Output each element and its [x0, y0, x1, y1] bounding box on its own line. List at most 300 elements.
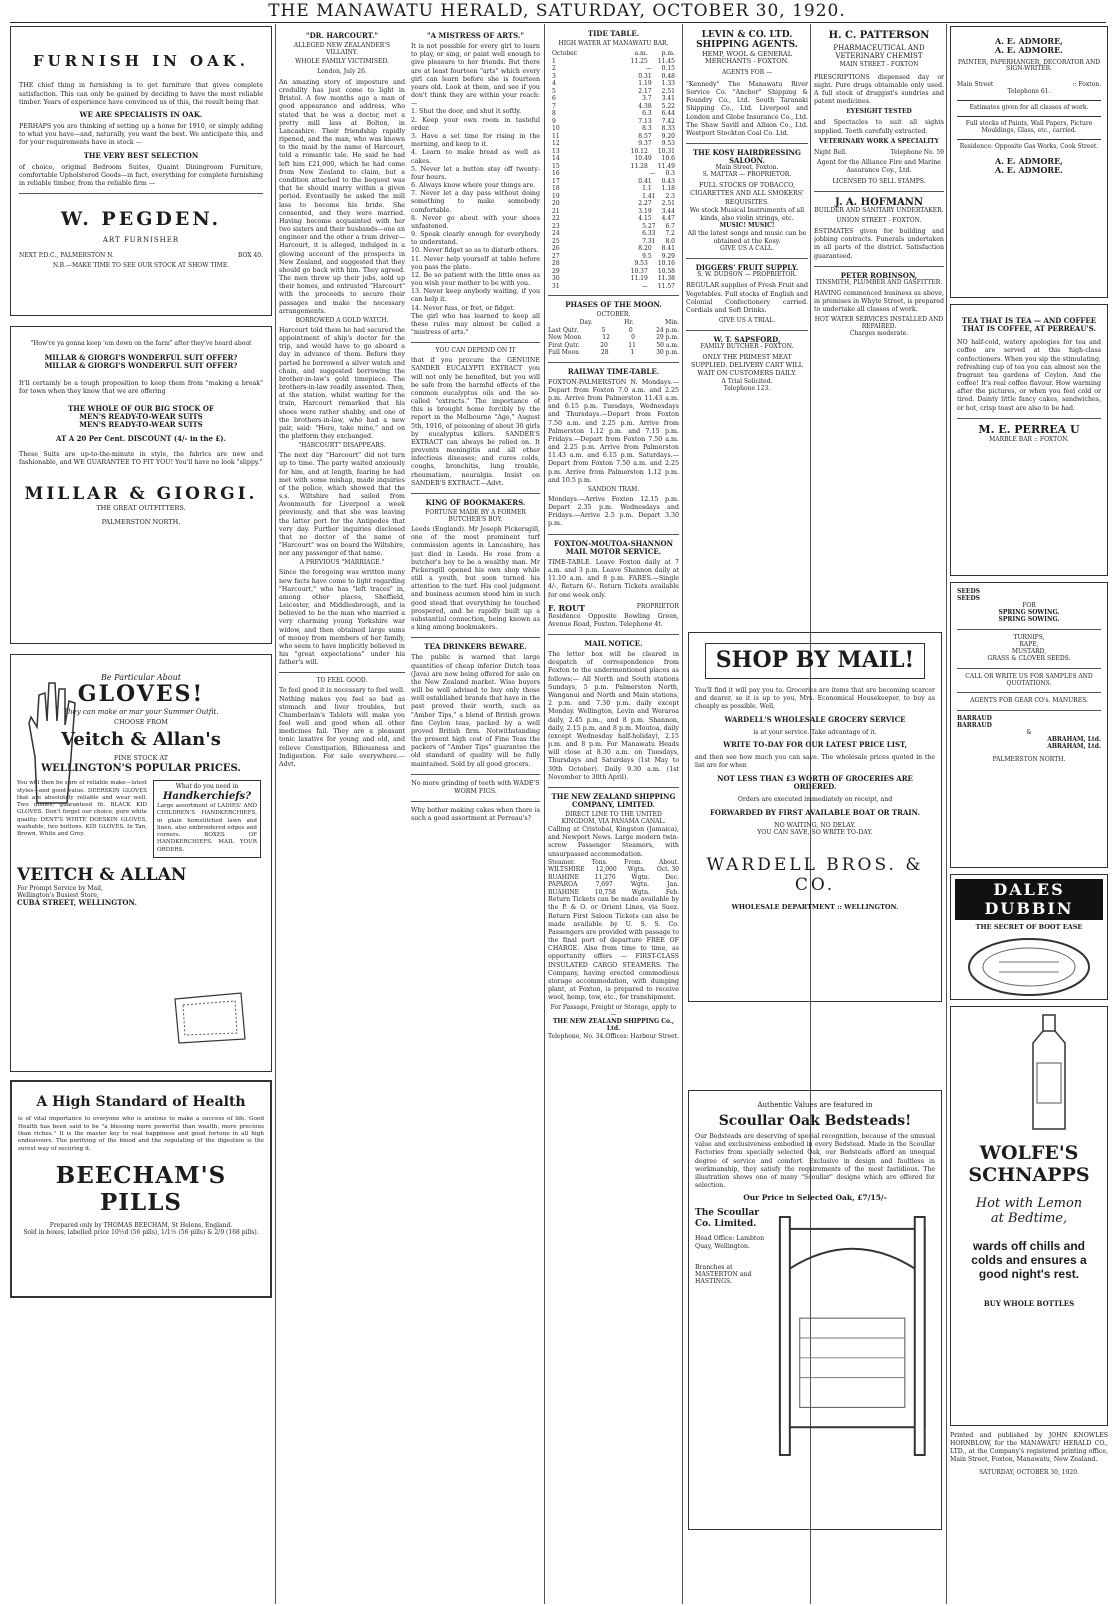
- admore-town: :: Foxton.: [1072, 81, 1101, 89]
- tide-pm: 0.43: [661, 177, 675, 185]
- imprint: Printed and published by JOHN KNOWLES HORNBLOW, for the MANAWATU HERALD CO., LTD., at the Company's registered printing office, Main Street, Foxton, Manawatu, New Zealand.: [950, 1432, 1108, 1464]
- furnish-specialist: WE ARE SPECIALISTS IN OAK.: [79, 109, 203, 119]
- ship-cell: Dec.: [665, 873, 679, 881]
- dales-sub: THE SECRET OF BOOT EASE: [975, 923, 1083, 932]
- mistress-rule: 6. Always know where your things are.: [411, 182, 536, 190]
- millar-discount: AT A 20 Per Cent. DISCOUNT (4/- in the £).: [56, 433, 226, 443]
- patterson-night: Night Bell.: [814, 148, 847, 156]
- scoullar-name: The Scoullar Co. Limited.: [695, 1208, 760, 1229]
- hofmann-title: J. A. HOFMANN: [834, 196, 923, 208]
- beecham-ad: [10, 1080, 272, 1298]
- seeds-spring-2: SPRING SOWING.: [998, 615, 1060, 623]
- wolfe-bed: at Bedtime,: [990, 1211, 1068, 1227]
- scoullar-branches: Branches at MASTERTON and HASTINGS.: [695, 1263, 752, 1286]
- mistress-rule: 2. Keep your own room in tasteful order.: [411, 116, 540, 132]
- tide-am: 6.3: [642, 110, 652, 118]
- pegden-address: NEXT P.D.C., PALMERSTON N.: [19, 252, 114, 260]
- mistress-h2: YOU CAN DEPEND ON IT: [435, 347, 516, 355]
- tide-pm: 6.7: [665, 222, 675, 230]
- moon-row: [548, 342, 679, 350]
- rail-title: RAILWAY TIME-TABLE.: [567, 366, 660, 376]
- tide-row: [548, 208, 679, 216]
- sapsford-sub: FAMILY BUTCHER - FOXTON.: [700, 343, 794, 351]
- ship-hdr: From.: [624, 858, 643, 866]
- gloves-pre: Be Particular About: [101, 673, 181, 682]
- moon-hdr: Min.: [665, 319, 679, 327]
- tide-pm: 4.47: [661, 215, 675, 223]
- tide-row: [548, 95, 679, 103]
- tide-pm: 2.51: [661, 200, 675, 208]
- shop-title: SHOP BY MAIL!: [705, 643, 925, 679]
- moon-cell: 12: [602, 334, 610, 342]
- tide-row: [548, 253, 679, 261]
- ship-cell: Feb.: [665, 888, 679, 896]
- tide-day: 2: [552, 65, 556, 73]
- wolfe-ad: [950, 1006, 1108, 1426]
- moon-cell: 0: [631, 334, 635, 342]
- tide-pm: 8.33: [661, 125, 675, 133]
- levin-sub: HEMP, WOOL & GENERAL MERCHANTS - FOXTON.: [701, 49, 793, 66]
- barraud-1: BARRAUD: [957, 715, 992, 723]
- millar-offer-2: MILLAR & GIORGI'S WONDERFUL SUIT OFFER?: [44, 361, 238, 371]
- seed-item: MUSTARD,: [1011, 647, 1047, 655]
- handkerchief-icon: [171, 989, 249, 1047]
- tide-am: 0.41: [638, 177, 652, 185]
- tide-day: 28: [552, 260, 560, 268]
- tide-row: [548, 178, 679, 186]
- tide-am: 8.3: [642, 125, 652, 133]
- harcourt-dateline: London, July 26.: [317, 67, 367, 75]
- beecham-title: A High Standard of Health: [36, 1094, 246, 1110]
- tide-pm: 7.42: [661, 117, 675, 125]
- hank-question: What do you need in: [175, 783, 239, 791]
- column-rule: [544, 24, 545, 1604]
- divider: [686, 143, 808, 144]
- tide-am: 1.41: [642, 192, 656, 200]
- tide-am: 4.15: [638, 215, 652, 223]
- pegden-name: W. PEGDEN.: [60, 208, 222, 231]
- beecham-name: BEECHAM'S PILLS: [55, 1162, 227, 1216]
- tide-row: [548, 125, 679, 133]
- gloves-sub: They can make or mar your Summer Outfit.: [63, 707, 219, 716]
- tide-day: 14: [552, 155, 560, 163]
- levin-title: LEVIN & CO. LTD. SHIPPING AGENTS.: [696, 30, 798, 51]
- tide-am: 7.31: [642, 237, 656, 245]
- tide-pm: 10.31: [657, 147, 675, 155]
- admore-ad: [950, 26, 1108, 298]
- moon-cell: Last Qutr.: [548, 326, 579, 334]
- tide-pm: 11.38: [657, 275, 675, 283]
- seeds-agents: AGENTS FOR GEAR CO's. MANURES.: [970, 697, 1088, 705]
- tide-am: —: [641, 282, 648, 290]
- column-1: [10, 26, 272, 1604]
- moon-cell: New Moon: [548, 334, 582, 342]
- tide-pm: 9.53: [661, 140, 675, 148]
- shop-save: YOU CAN SAVE, SO WRITE TO-DAY.: [757, 828, 873, 836]
- tide-row: [548, 163, 679, 171]
- mistress-rule: 4. Learn to make bread as well as cakes.: [411, 149, 540, 165]
- divider: [548, 634, 679, 635]
- tide-day: 26: [552, 245, 560, 253]
- diggers-title: DIGGERS' FRUIT SUPPLY.: [695, 263, 799, 273]
- ship-hdr: Steamer.: [548, 858, 576, 866]
- seeds-for: FOR: [1022, 601, 1036, 609]
- mail-motor-title: FOXTON-MOUTOA-SHANNON MAIL MOTOR SERVICE.: [554, 538, 673, 556]
- moon-cell: 28: [600, 349, 609, 357]
- seeds-2: SEEDS: [957, 594, 981, 602]
- kosy-address: Main Street, Foxton.: [715, 164, 779, 172]
- divider: [957, 668, 1101, 669]
- ship-title: THE NEW ZEALAND SHIPPING COMPANY, LIMITED.: [551, 791, 676, 809]
- hofmann-address: UNION STREET - FOXTON.: [836, 217, 922, 225]
- beecham-body: is of vital importance to everyone who is anxious to make a success of life. Good Health has been said to be "a blessing more powerful than wealth, more precious than riches." It is the master key to real happiness and good fortune in all high endeavours. The purifying of the blood and the regulating of the digestion is the surest way of securing it.: [18, 1116, 264, 1152]
- moon-row: [548, 349, 679, 357]
- furnish-body3: of choice, original Bedroom Suites, Quaint Diningroom Furniture, comfortable Upholstered Goods—in fact, everything for complete furnishing in reliable timber, from the reliable firm —: [19, 163, 263, 187]
- ship-body-2: Return Tickets can be made available by the P. & O. or Orient Lines, via Suez. Return First Saloon Tickets can also be made available by U. S. S. Co. Passengers are provided with passage to the final port of departure FREE OF CHARGE. Also from time to time, as opportunity offers — FIRST-CLASS INSULATED CARGO STEAMERS. The Company, having erected commodious storage accommodation, with dumping plant, at Foxton, is prepared to receive wool, hemp, tow, etc., for transhipment.: [548, 896, 679, 1002]
- robinson-hot: HOT WATER SERVICES INSTALLED AND REPAIRED.: [814, 316, 944, 331]
- gloves-title: GLOVES!: [77, 681, 205, 708]
- perreau-name: M. E. PERREA U: [978, 422, 1080, 436]
- tide-day: 29: [552, 267, 560, 275]
- admore-stock: Full stocks of Paints, Wall Papers, Picture Mouldings, Glass, etc., carried.: [965, 119, 1093, 134]
- tide-day: 7: [552, 102, 556, 110]
- tide-row: [548, 185, 679, 193]
- tide-row: [548, 268, 679, 276]
- mistress-rule: 11. Never help yourself at table before you pass the plate.: [411, 255, 540, 271]
- tide-table: [548, 58, 679, 291]
- rout-role: PROPRIETOR: [636, 602, 679, 610]
- tide-pm: 6.44: [661, 110, 675, 118]
- shop-by-mail-ad: [688, 632, 942, 1002]
- gloves-choose: CHOOSE FROM: [114, 717, 168, 726]
- mistress-rules: [411, 108, 540, 312]
- patterson-eye: EYESIGHT TESTED: [846, 108, 912, 116]
- tide-day: 13: [552, 147, 560, 155]
- gloves-firm: Veitch & Allan's: [61, 729, 221, 751]
- tide-am: —: [649, 170, 656, 178]
- admore-street: Main Street: [957, 81, 994, 89]
- ship-header: [548, 859, 679, 867]
- tide-day: 5: [552, 87, 556, 95]
- glove-icon: [25, 665, 77, 805]
- ship-name: THE NEW ZEALAND SHIPPING Co., Ltd.: [552, 1018, 675, 1033]
- patterson-body-2: and Spectacles to suit all sights supplied. Teeth carefully extracted.: [814, 119, 944, 135]
- ship-cell: Jan.: [667, 881, 679, 889]
- moon-cell: 24 p.m.: [656, 326, 679, 334]
- moon-cell: 20: [600, 341, 608, 349]
- shop-body: You'll find it will pay you to. Groceries are items that are becoming scarcer and dearer, so it is up to you, Mrs. Economical Housekeeper, to buy as cheaply as possible. Well,: [695, 686, 935, 710]
- divider: [957, 710, 1101, 711]
- tide-am: 2.17: [638, 87, 652, 95]
- millar-men-1: MEN'S READY-TO-WEAR SUITS: [79, 411, 203, 421]
- mistress-p4: The public is warned that large quantities of cheap inferior Dutch teas (Java) are now being offered for sale on the New Zealand market. Wise buyers will be well advised to buy only those well established brands that have in the past proved their worth, such as "Amber Tips," a blend of British grown fine Ceylon teas, packed by a well proved British firm. Notwithstanding the present high cost of Fine Teas the packers of "Amber Tips" guarantee the old standard of quality will be fully maintained. Sold by all good grocers.: [411, 654, 540, 768]
- tide-pm: 10.58: [657, 267, 675, 275]
- mistress-rule: 9. Speak clearly enough for everybody to understand.: [411, 231, 540, 247]
- mistress-title: "A MISTRESS OF ARTS.": [426, 31, 525, 40]
- dales-ad: [950, 874, 1108, 1000]
- ship-cell: 10,758: [594, 888, 616, 896]
- tide-pm: 11.57: [657, 282, 675, 290]
- seeds-call: CALL OR WRITE US FOR SAMPLES AND QUOTATIONS.: [965, 672, 1093, 687]
- tide-day: 22: [552, 215, 560, 223]
- tide-pm: 3.41: [661, 95, 675, 103]
- tide-am: —: [645, 65, 652, 73]
- wardell-dept: WHOLESALE DEPARTMENT :: WELLINGTON.: [731, 902, 899, 911]
- tide-pm: 8.0: [665, 237, 675, 245]
- furnish-best: THE VERY BEST SELECTION: [83, 150, 199, 160]
- tide-am: 11.25: [630, 57, 648, 65]
- ship-row: [548, 889, 679, 897]
- veitch-name: VEITCH & ALLAN: [17, 864, 187, 885]
- tide-day: 11: [552, 132, 560, 140]
- moon-row: [548, 327, 679, 335]
- moon-cell: 50 a.m.: [656, 341, 679, 349]
- harcourt-p1: An amazing story of imposture and credulity has just come to light in Bristol. A few months ago a man of good appearance and address, who stated that he was a doctor, met a pretty mill lass at Bolton, in Lancashire. Their friendship rapidly ripened, and the man, who was known to the maid by the name of Harcourt, told a romantic tale. He said he had left him £21,000, which he had come from New Zealand to claim, but a condition attached to the bequest was that he should marry within a given period. Eventually he asked the mill lass to become his bride. She consented, and they were married. Having become acquainted with her two sisters and their husbands—one an engineer and the other a tram driver—Harcourt, it is alleged, indulged in a glowing account of the prospects in New Zealand, and suggested that they should go back with him. They agreed. The men threw up their jobs, sold up their homes, and entrusted "Harcourt" with the proceeds to secure their passages and make the necessary arrangements.: [279, 78, 405, 315]
- millar-body: It'll certainly be a tough proposition to keep them from "making a break" for town when they know that we are offering: [19, 380, 263, 396]
- hank-body: Large assortment of LADIES' AND CHILDREN'S HANDKERCHIEFS, in plain hemstitched lawn and linen, also embroidered edges and corners. BOXES OF HANDKERCHIEFS. MAIL YOUR ORDERS.: [157, 802, 257, 853]
- beecham-sold: Sold in boxes, labelled price 10½d (56 pills), 1/1½ (56 pills) & 2/9 (168 pills).: [23, 1228, 259, 1236]
- scoullar-office: Head Office: Lambton Quay, Wellington.: [695, 1235, 765, 1250]
- tide-am: 10.12: [630, 147, 648, 155]
- tide-row: [548, 260, 679, 268]
- column-4: [548, 26, 679, 1604]
- harcourt-sub-2: WHOLE FAMILY VICTIMISED.: [295, 58, 389, 66]
- tide-title: TIDE TABLE.: [587, 29, 640, 38]
- harcourt-p4: Since the foregoing was written many new facts have come to light regarding "Harcourt," who has "left traces" in, among other places, Sheffield, Leicester, and Middlesbrough, and is believed to be the man who married a very charming young Yorkshire war widow, and then obtained large sums of money from members of her family, who seem to have implicitly believed in his "great expectations" under his father's will.: [279, 569, 405, 667]
- ship-tel: Telephone, No. 34.: [548, 1033, 606, 1041]
- tide-pm: 10.16: [657, 260, 675, 268]
- handkerchief-box: [153, 780, 261, 857]
- perreau-address: MARBLE BAR :: FOXTON.: [989, 435, 1069, 443]
- divider: [411, 493, 540, 494]
- column-2: [279, 26, 405, 1604]
- wolfe-title-1: WOLFE'S: [979, 1141, 1079, 1164]
- sapsford-trial: A Trial Solicited.: [721, 377, 773, 385]
- ship-row: [548, 874, 679, 882]
- kosy-body: FULL STOCKS OF TOBACCO, CIGARETTES AND ALL SMOKERS' REQUISITES.: [690, 182, 804, 206]
- tide-am: 8.20: [638, 245, 652, 253]
- moon-row: [548, 334, 679, 342]
- ship-row: [548, 866, 679, 874]
- tide-day: 6: [552, 95, 556, 103]
- ship-apply: For Passage, Freight or Storage, apply to —: [550, 1004, 677, 1019]
- scoullar-body: Our Bedsteads are deserving of special recognition, because of the unusual value and exclusiveness embodied in every Bedstead. Made in the Scoullar Factories from specially selected Oak, our Bedsteads afford an unequal degree of service and comfort. Exclusive in design and faultless in workmanship, they satisfy the requirements of the most fastidious. The illustration shows one of many "Scoullar" designs which are offered for selection.: [695, 1133, 935, 1189]
- patterson-vet: VETERINARY WORK A SPECIALITY: [819, 137, 939, 145]
- moon-month: OCTOBER.: [596, 311, 631, 319]
- moon-cell: 29 p.m.: [656, 334, 679, 342]
- tide-pm: 0.48: [661, 72, 675, 80]
- moon-hdr: Day.: [579, 319, 593, 327]
- patterson-address: MAIN STREET - FOXTON: [839, 60, 919, 68]
- ship-cell: Wgtn.: [630, 881, 650, 889]
- mail-notice-body: The letter box will be cleared in despatch of correspondence from Foxton to the undermentioned places as follows:— All North and South stations Sundays, 5 p.m. Palmerston North, Wanganui and North and Main stations, 2 p.m. and 7.30 p.m. daily except Monday. Wellington, Levin and Weraroa daily, 2.45 p.m., and 8 p.m. Shannon, daily, 2.15 p.m. and 8 p.m. Moutoa, daily (except Wednesday half-holiday), 2.15 p.m. and 8 p.m. For Manawatu Heads will close at 8.30 a.m. on Tuesdays, Thursdays and Saturdays (1st May to 30th October). Daily 9.30 a.m. (1st November to 30th April).: [548, 651, 679, 781]
- tide-pm: 0.15: [661, 65, 675, 73]
- tide-pm: 9.20: [661, 132, 675, 140]
- kosy-call: GIVE US A CALL.: [720, 245, 774, 253]
- shop-wardell: WARDELL'S WHOLESALE GROCERY SERVICE: [724, 714, 906, 724]
- dubbin-tin-icon: [959, 932, 1099, 1000]
- moon-cell: 30 p.m.: [656, 349, 679, 357]
- bottle-icon: [1019, 1013, 1079, 1133]
- veitch-busiest: Wellington's Busiest Store,: [17, 891, 99, 899]
- seed-item: TURNIPS,: [1013, 633, 1045, 641]
- millar-quote: "How're ya gonna keep 'em down on the farm" after they've heard about: [30, 340, 252, 347]
- ship-row: [548, 881, 679, 889]
- tide-row: [548, 170, 679, 178]
- perreau-headline: TEA THAT IS TEA — AND COFFEE THAT IS COFFEE, AT PERREAU'S.: [961, 316, 1097, 334]
- tide-am: 1.1: [642, 185, 652, 193]
- furnish-title: FURNISH IN OAK.: [32, 52, 250, 70]
- tide-pm: 1.33: [661, 80, 675, 88]
- tide-pm: 2.51: [661, 87, 675, 95]
- tide-am: 8.57: [638, 132, 652, 140]
- wolfe-hot: Hot with Lemon: [975, 1196, 1083, 1212]
- divider: [957, 139, 1101, 140]
- seeds-town: PALMERSTON NORTH.: [992, 756, 1066, 764]
- tide-day: 27: [552, 252, 560, 260]
- furnish-ad: [10, 26, 272, 316]
- mistress-p3: Leeds (England). Mr Joseph Pickersgill, one of the most prominent turf commission agents in Lancashire, has just died in Leeds. He rose from a butcher's boy to be a wealthy man. Mr Pickersgill opened his own shop while still a youth, but soon turned his attention to the turf. His cool judgment and business acumen stood him in such good stead that everything he touched prospered, and he rapidly built up a substantial connection, being known as a king among bookmakers.: [411, 526, 540, 632]
- robinson-charges: Charges moderate.: [849, 330, 909, 338]
- perreau-body: NO half-cold, watery apologies for tea and coffee are served at this high-class confectioners. When you sip the stimulating, refreshing cup of tea you can almost see the fragrant tea gardens of Ceylon. And the coffee! It's real coffee flavour. How warming after the pictures, or when you feel cold or tired. Dainty little fancy cakes, sandwiches, or hot, crisp toast are also to be had.: [957, 339, 1101, 412]
- tide-am: 3.19: [638, 207, 652, 215]
- divider: [686, 330, 808, 331]
- abraham-1: ABRAHAM, Ltd.: [1047, 736, 1101, 744]
- mistress-intro: It is not possible for every girl to learn to play, or sing, or paint well enough to give pleasure to her friends. But there are at least fourteen "arts" which every girl can learn before she is fourteen years old. Look at them, and see if you don't think they are within your reach:—: [411, 43, 540, 108]
- kosy-prop: S. MATTAR — PROPRIETOR.: [702, 171, 792, 179]
- furnish-body2: PERHAPS you are thinking of setting up a home for 1910, or simply adding to what you have—and, naturally, you want the best. We anticipate this, and for your requirements have in stock —: [19, 123, 263, 147]
- tide-day: 8: [552, 110, 556, 118]
- tide-am: 3.7: [642, 95, 652, 103]
- seeds-list: [957, 635, 1101, 663]
- seeds-spring-1: SPRING SOWING.: [998, 608, 1060, 616]
- divider: [411, 774, 540, 775]
- tide-row: [548, 133, 679, 141]
- tide-row: [548, 140, 679, 148]
- moon-cell: 5: [601, 326, 606, 334]
- tide-day: 4: [552, 80, 556, 88]
- mistress-h3-sub: FORTUNE MADE BY A FORMER BUTCHER'S BOY.: [425, 509, 526, 524]
- tram-body: Mondays.—Arrive Foxton 12.15 p.m. Depart 2.35 p.m. Wednesdays and Fridays.—Arrive 2.5 p.m. Depart 3.30 p.m.: [548, 495, 679, 528]
- ship-cell: 7,697: [595, 881, 613, 889]
- shop-service: is at your service. Take advantage of it.: [753, 728, 877, 736]
- tide-day: 9: [552, 117, 556, 125]
- mistress-rule: 5. Never let a button stay off twenty-four hours.: [411, 165, 540, 181]
- tide-pm: 10.6: [661, 155, 675, 163]
- tide-row: [548, 73, 679, 81]
- tide-row: [548, 245, 679, 253]
- ship-cell: RUAHINE: [548, 873, 579, 881]
- tide-day: 3: [552, 72, 556, 80]
- gloves-ad: [10, 654, 272, 1072]
- tide-am: 1.19: [638, 80, 652, 88]
- gloves-fine: FINE STOCK AT: [113, 754, 169, 763]
- sapsford-tel: Telephone 123.: [723, 384, 771, 392]
- millar-whole: THE WHOLE OF OUR BIG STOCK OF: [68, 403, 214, 413]
- tide-am: 7.13: [638, 117, 652, 125]
- admore-tel: Telephone 61.: [1007, 87, 1051, 95]
- imprint-date: SATURDAY, OCTOBER 30, 1920.: [979, 1469, 1079, 1477]
- patterson-agent: Agent for the Alliance Fire and Marine Assurance Coy., Ltd.: [817, 159, 941, 175]
- tide-am: 11.28: [630, 162, 648, 170]
- tide-hdr-pm: p.m.: [661, 50, 675, 58]
- ship-cell: Oct. 30: [656, 866, 679, 874]
- tide-am: 6.33: [642, 230, 656, 238]
- kosy-title: THE KOSY HAIRDRESSING SALOON.: [692, 148, 802, 166]
- millar-offer-1: MILLAR & GIORGI'S WONDERFUL SUIT OFFER?: [44, 352, 238, 362]
- mail-motor-body: TIME-TABLE. Leave Foxton daily at 7 a.m. and 3 p.m. Leave Shannon daily at 11.10 a.m. and 8 p.m. FARES.—Single 4/-, Return 6/-. Return Tickets available for one week only.: [548, 558, 679, 599]
- moon-cell: First Qutr.: [548, 341, 580, 349]
- gloves-popular: WELLINGTON'S POPULAR PRICES.: [41, 762, 241, 774]
- tide-row: [548, 118, 679, 126]
- tide-row: [548, 110, 679, 118]
- wardell-name: WARDELL BROS. & CO.: [706, 855, 924, 895]
- column-rule: [682, 24, 683, 1604]
- divider: [548, 295, 679, 296]
- harcourt-title: "DR. HARCOURT.": [305, 31, 379, 40]
- column-6: [814, 26, 944, 636]
- column-rule: [275, 24, 276, 1604]
- ship-cell: Wgtn.: [631, 873, 650, 881]
- mistress-rule: 3. Have a set time for rising in the morning, and keep to it.: [411, 133, 540, 149]
- tide-day: 24: [552, 230, 560, 238]
- tide-pm: 1.18: [661, 185, 675, 193]
- moon-title: PHASES OF THE MOON.: [565, 300, 662, 310]
- seeds-ad: [950, 582, 1108, 868]
- divider: [957, 692, 1101, 693]
- column-3: [411, 26, 540, 1604]
- admore-name-4: A. E. ADMORE.: [995, 164, 1063, 175]
- tide-pm: 8.41: [661, 245, 675, 253]
- mistress-h5: No more grinding of teeth with WADE'S WORM FIGS.: [411, 779, 540, 795]
- ship-cell: Wgtn.: [627, 866, 646, 874]
- divider: [548, 534, 679, 535]
- ship-hdr: About.: [659, 858, 679, 866]
- tide-row: [548, 148, 679, 156]
- mistress-p5: Why bother making cakes when there is such a good assortment at Perreau's?: [411, 807, 540, 823]
- millar-men-2: MEN'S READY-TO-WEAR SUITS: [79, 419, 203, 429]
- tide-pm: 5.22: [661, 102, 675, 110]
- tide-day: 30: [552, 275, 560, 283]
- mistress-rule: 14. Never fuss, or fret, or fidget.: [411, 304, 516, 312]
- tide-sub: HIGH WATER AT MANAWATU BAR.: [558, 40, 669, 48]
- rout-name: F. ROUT: [548, 602, 585, 613]
- tide-pm: 9.29: [661, 252, 675, 260]
- patterson-body: PRESCRIPTIONS dispensed day or night. Pure drugs obtainable only used. A full stock of druggist's sundries and patent medicines.: [814, 73, 944, 106]
- tide-row: [548, 275, 679, 283]
- kosy-body-3: All the latest songs and music can be obtained at the Kosy.: [687, 230, 807, 246]
- shop-min: NOT LESS THAN £3 WORTH OF GROCERIES ARE ORDERED.: [717, 774, 913, 792]
- tide-am: 9.5: [642, 252, 652, 260]
- shop-body-2: and then see how much you can save. The wholesale prices quoted in the list are for when: [695, 754, 935, 770]
- seeds-amp: &: [1026, 729, 1032, 737]
- tide-am: 4.38: [638, 102, 652, 110]
- ship-table: [548, 859, 679, 897]
- ship-sub: DIRECT LINE TO THE UNITED KINGDOM, VIA PANAMA CANAL.: [561, 811, 666, 826]
- admore-name-3: A. E. ADMORE,: [995, 155, 1063, 166]
- tide-row: [548, 200, 679, 208]
- levin-list: "Kennedy" The Manawatu River Service Co. "Anchor" Shipping & Foundry Co., Ltd. South Taranaki Shipping Co., Ltd. Liverpool and London and Globe Insurance Co., Ltd. The Shaw Savill and Albion Co., Ltd. Westport Stockton Coal Co. Ltd.: [686, 80, 808, 137]
- scoullar-ad: [688, 1090, 942, 1530]
- millar-sub: THE GREAT OUTFITTERS.: [96, 504, 186, 513]
- barraud-2: BARRAUD: [957, 722, 992, 730]
- tide-day: 16: [552, 170, 560, 178]
- mistress-outro: The girl who has learned to keep all these rules may almost be called a "mistress of arts.": [411, 312, 540, 337]
- tide-row: [548, 65, 679, 73]
- tide-am: 5.27: [642, 222, 656, 230]
- divider: [411, 342, 540, 343]
- perreau-ad: [950, 304, 1108, 576]
